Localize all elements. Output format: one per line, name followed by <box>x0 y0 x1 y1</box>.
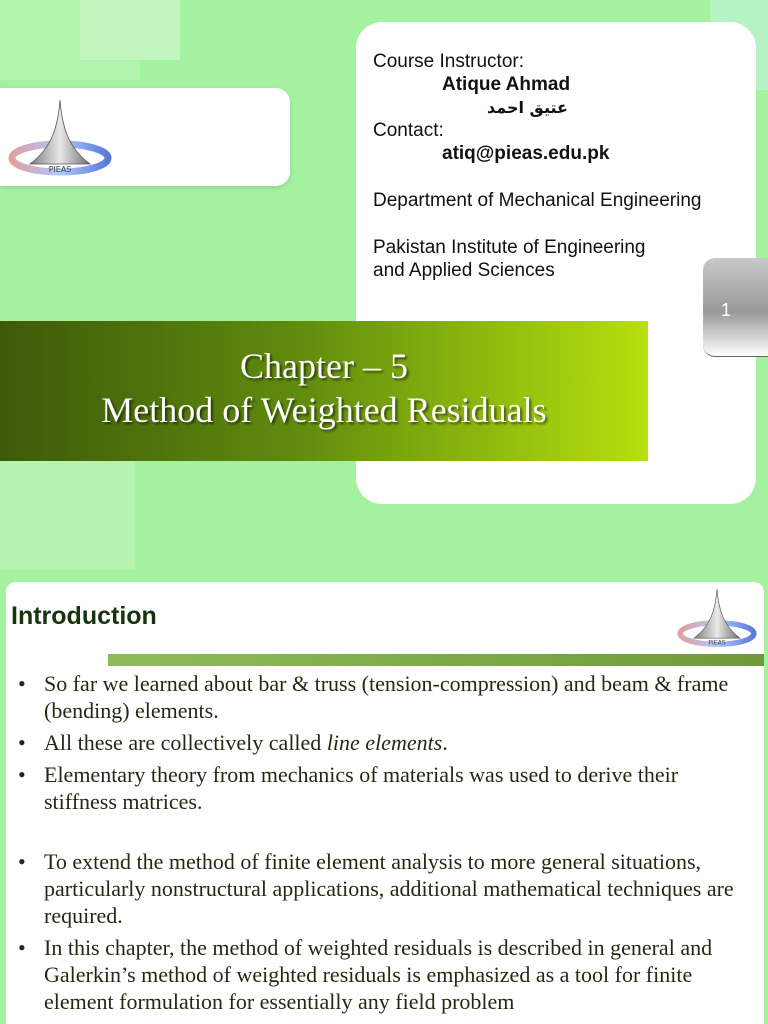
pieas-logo <box>8 96 112 182</box>
slide-title: Introduction <box>11 602 157 630</box>
svg-text:PIEAS: PIEAS <box>708 639 726 647</box>
chapter-title: Method of Weighted Residuals <box>101 390 547 430</box>
bullet-icon: • <box>18 849 26 874</box>
list-item: • So far we learned about bar & truss (tension-compression) and beam & frame (bending) elements. <box>18 671 729 723</box>
bullet-icon: • <box>18 762 26 787</box>
introduction-slide <box>6 582 764 1024</box>
pieas-logo <box>676 586 758 652</box>
list-item: • All these are collectively called line elements. <box>18 730 448 755</box>
contact-label: Contact: <box>373 120 444 141</box>
instructor-name: Atique Ahmad <box>442 74 571 95</box>
chapter-number: Chapter – 5 <box>240 346 408 386</box>
slide-number: 1 <box>721 300 732 320</box>
logo-card <box>0 88 290 186</box>
list-item: • To extend the method of finite element analysis to more general situations, particularly nonstructural applications, additional mathematical techniques are required. <box>18 849 734 928</box>
institute-line-1: Pakistan Institute of Engineering <box>373 237 646 258</box>
department: Department of Mechanical Engineering <box>373 190 702 211</box>
background-block <box>80 0 180 60</box>
svg-text:PIEAS: PIEAS <box>48 165 72 174</box>
chapter-banner <box>0 321 648 461</box>
background-block <box>0 460 135 570</box>
instructor-label: Course Instructor: <box>373 51 524 72</box>
bullet-list <box>6 670 764 1020</box>
contact-email[interactable]: atiq@pieas.edu.pk <box>442 143 610 164</box>
instructor-name-urdu: عتیق احمد <box>487 98 568 117</box>
list-item: • Elementary theory from mechanics of materials was used to derive their stiffness matrices. <box>18 762 679 814</box>
list-item: • In this chapter, the method of weighted residuals is described in general and Galerkin’s method of weighted residuals is emphasized as a tool for finite element formulation for essentially any field problem <box>18 935 713 1014</box>
bullet-icon: • <box>18 671 26 696</box>
institute-line-2: and Applied Sciences <box>373 260 555 281</box>
title-rule <box>108 654 764 666</box>
slide-number-tab <box>703 258 768 357</box>
bullet-icon: • <box>18 935 26 960</box>
bullet-icon: • <box>18 730 26 755</box>
